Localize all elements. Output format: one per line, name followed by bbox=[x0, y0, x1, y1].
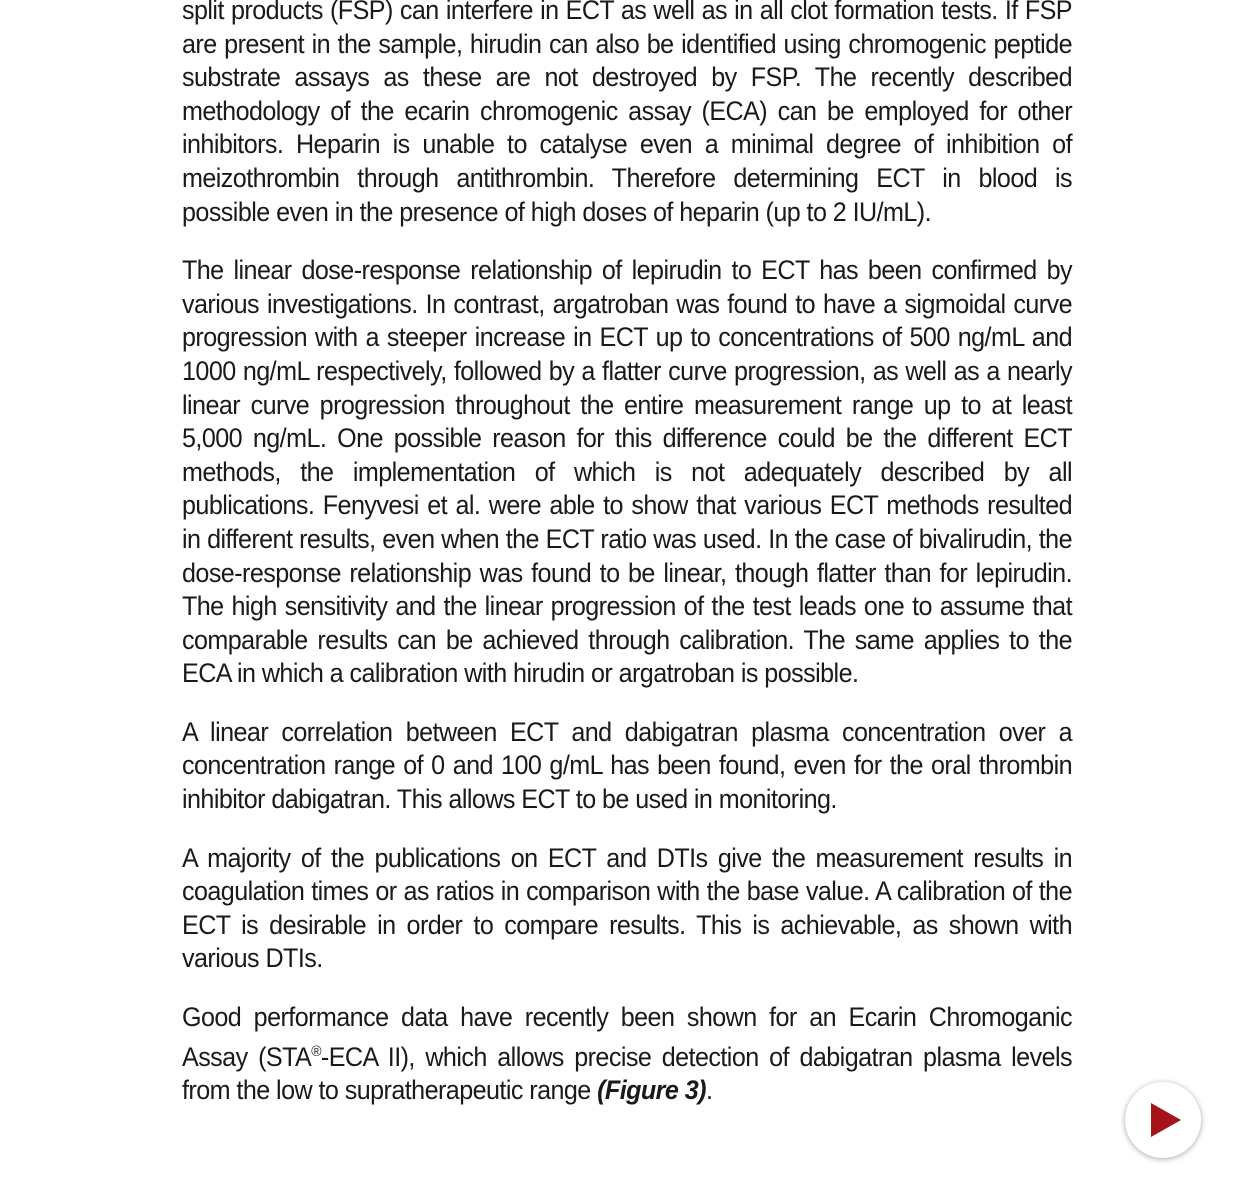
paragraph-dabigatran-correlation: A linear correlation between ECT and dabigatran plasma concentration over a concentration range of 0 and 100 g/mL has been found, even for the oral thrombin inhibitor dabigatran. This allows ECT to be used in monitoring. bbox=[182, 716, 1073, 815]
document-body bbox=[182, 0, 1072, 1133]
paragraph-dose-response: The linear dose-response relationship of lepirudin to ECT has been confirmed by various investigations. In contrast, argatroban was found to have a sigmoidal curve progression with a steeper increase in ECT up to concentrations of 500 ng/mL and 1000 ng/mL respectively, followed by a flatter curve progression, as well as a nearly linear curve progression throughout the entire measurement range up to at least 5,000 ng/mL. One possible reason for this difference could be the different ECT methods, the implementation of which is not adequately described by all publications. Fenyvesi et al. were able to show that various ECT methods resulted in different results, even when the ECT ratio was used. In the case of bivalirudin, the dose-response relationship was found to be linear, though flatter than for lepirudin. The high sensitivity and the linear progression of the test leads one to assume that comparable results can be achieved through calibration. The same applies to the ECA in which a calibration with hirudin or argatroban is possible. bbox=[182, 255, 1073, 689]
performance-text-end: . bbox=[705, 1075, 713, 1106]
next-page-button[interactable] bbox=[1125, 1082, 1201, 1158]
paragraph-performance-data bbox=[182, 1001, 1072, 1108]
registered-mark: ® bbox=[311, 1042, 321, 1060]
figure-reference-link[interactable]: (Figure 3) bbox=[597, 1075, 706, 1106]
paragraph-fsp-interference: split products (FSP) can interfere in ECT as well as in all clot formation tests. If FSP are present in the sample, hirudin can also be identified using chromogenic peptide substrate assays as these are not destroyed by FSP. The recently described methodology of the ecarin chromogenic assay (ECA) can be employed for other inhibitors. Heparin is unable to catalyse even a minimal degree of inhibition of meizothrombin through antithrombin. Therefore determining ECT in blood is possible even in the presence of high doses of heparin (up to 2 IU/mL). bbox=[182, 0, 1073, 227]
performance-text-part1: Good performance data have recently been shown for an Ecarin Chromoganic Assay (STA bbox=[182, 1002, 1073, 1072]
paragraph-publications: A majority of the publications on ECT and DTIs give the measurement results in coagulation times or as ratios in comparison with the base value. A calibration of the ECT is desirable in order to compare results. This is achievable, as shown with various DTIs. bbox=[182, 842, 1073, 974]
play-icon bbox=[1151, 1103, 1181, 1137]
performance-text-part2: -ECA II), which allows precise detection of dabigatran plasma levels from the low to supratherapeutic range bbox=[182, 1041, 1073, 1106]
